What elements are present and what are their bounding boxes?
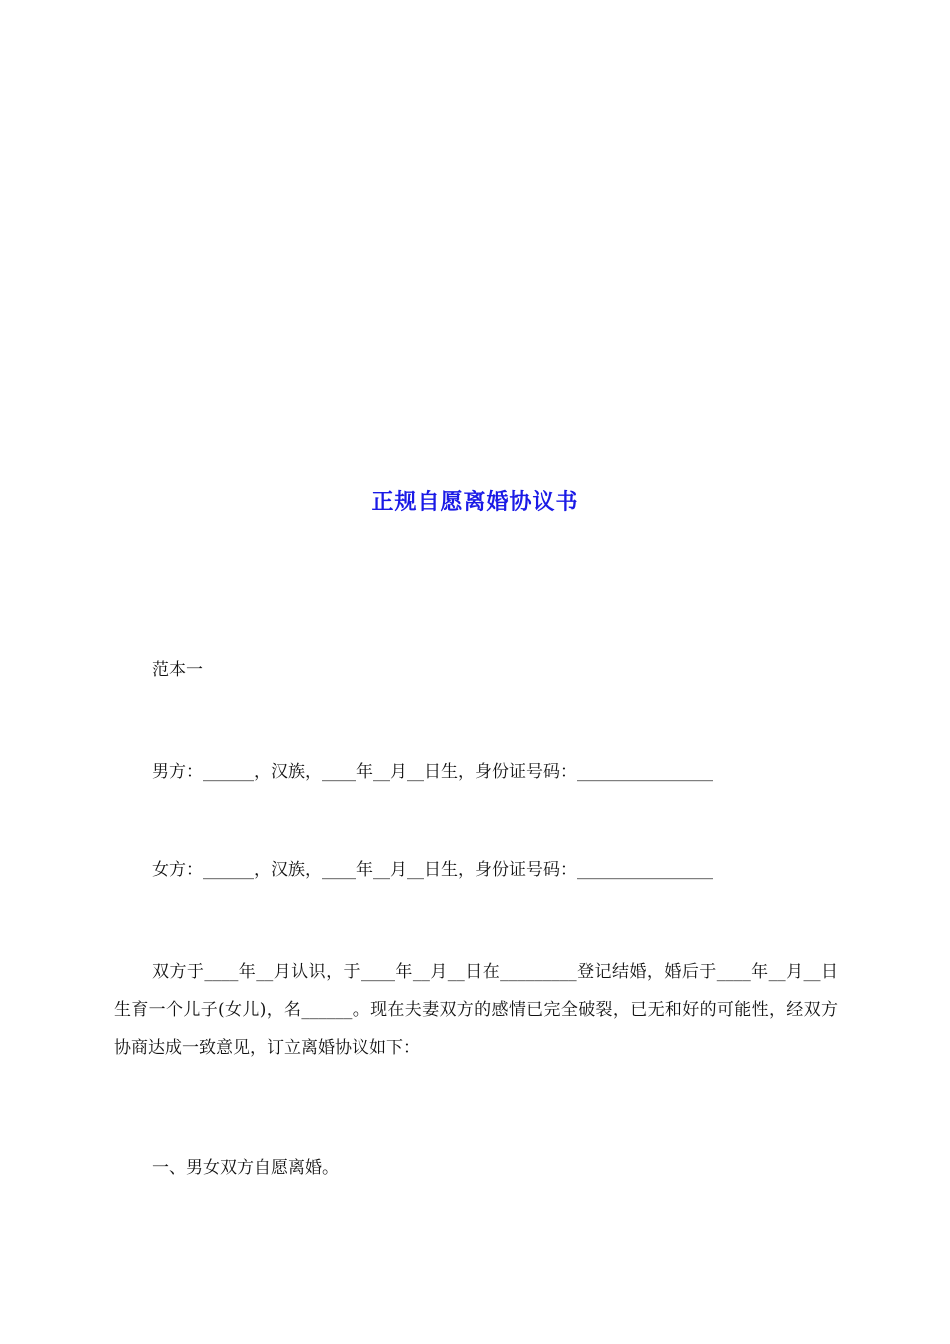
female-party-line: 女方：______，汉族，____年__月__日生，身份证号码：________________ xyxy=(152,860,713,880)
document-title: 正规自愿离婚协议书 xyxy=(371,489,579,515)
male-party-line: 男方：______，汉族，____年__月__日生，身份证号码：________________ xyxy=(152,762,713,782)
sample-label: 范本一 xyxy=(152,660,203,680)
clause-1: 一、男女双方自愿离婚。 xyxy=(152,1158,339,1178)
intro-paragraph: 双方于____年__月认识，于____年__月__日在_________登记结婚，婚后于____年__月__日生育一个儿子(女儿)，名______。现在夫妻双方的感情已完全破裂，已无和好的可能性，经双方协商达成一致意见，订立离婚协议如下： xyxy=(114,962,838,1058)
